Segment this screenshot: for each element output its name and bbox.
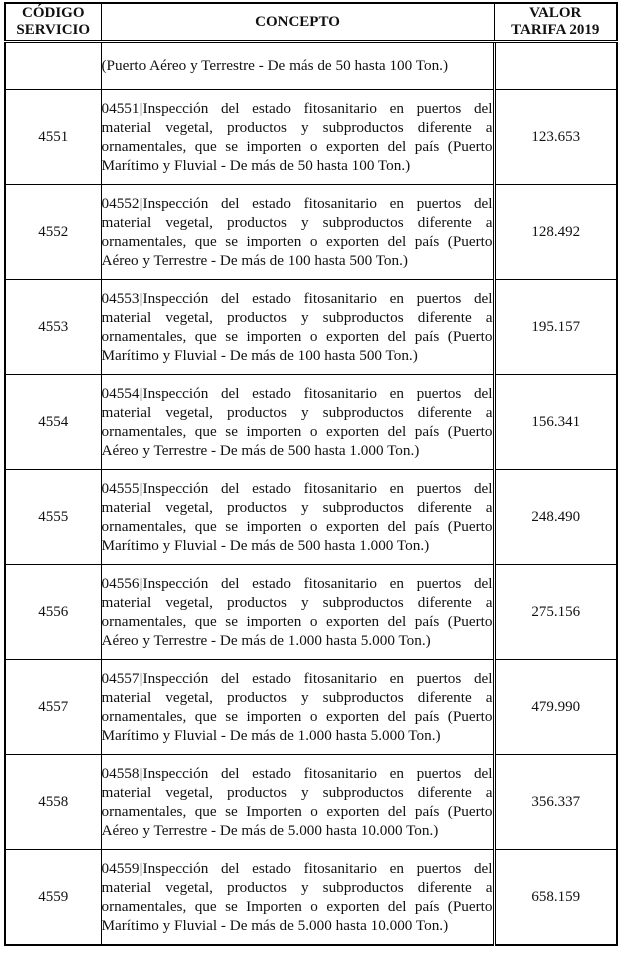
separator-bar: | xyxy=(139,99,143,117)
table-row xyxy=(5,565,617,660)
cell-code: 4559 xyxy=(5,850,101,946)
table-row xyxy=(5,850,617,946)
table-row xyxy=(5,375,617,470)
cell-value: 275.156 xyxy=(494,565,617,660)
separator-bar: | xyxy=(139,289,143,307)
header-codigo-servicio: CÓDIGO SERVICIO xyxy=(5,3,101,42)
cell-code: 4551 xyxy=(5,90,101,185)
concept-text: Inspección del estado fitosanitario en puertos del material vegetal, productos y subproductos diferente a ornamentales, que se importen o exporten del país (Puerto Aéreo y Terrestre - De más de 500 hasta 1.000 Ton.) xyxy=(101,384,493,460)
cell-concept xyxy=(101,850,494,946)
cell-concept xyxy=(101,660,494,755)
table-row-continuation xyxy=(5,42,617,90)
cell-code: 4554 xyxy=(5,375,101,470)
concept-prefix: 04553 xyxy=(101,289,140,307)
cell-value: 658.159 xyxy=(494,850,617,946)
table-row xyxy=(5,280,617,375)
separator-bar: | xyxy=(139,764,143,782)
concept-text: Inspección del estado fitosanitario en puertos del material vegetal, productos y subproductos diferente a ornamentales, que se Importen o exporten del país (Puerto Aéreo y Terrestre - De más de 5.000 hasta 10.000 Ton.) xyxy=(101,764,493,840)
cell-code: 4555 xyxy=(5,470,101,565)
cell-value xyxy=(494,42,617,90)
concept-text: Inspección del estado fitosanitario en puertos del material vegetal, productos y subproductos diferente a ornamentales, que se importen o exporten del país (Puerto Aéreo y Terrestre - De más de 1.000 hasta 5.000 Ton.) xyxy=(101,574,493,650)
header-valor-tarifa: VALOR TARIFA 2019 xyxy=(494,3,617,42)
table-row xyxy=(5,470,617,565)
table-row xyxy=(5,185,617,280)
table-header-row xyxy=(5,3,617,42)
cell-value: 123.653 xyxy=(494,90,617,185)
header-concepto: CONCEPTO xyxy=(101,3,494,42)
table-row xyxy=(5,660,617,755)
cell-value: 248.490 xyxy=(494,470,617,565)
separator-bar: | xyxy=(139,479,143,497)
concept-prefix: 04559 xyxy=(101,859,140,877)
concept-prefix: 04552 xyxy=(101,194,140,212)
concept-text: Inspección del estado fitosanitario en puertos del material vegetal, productos y subproductos diferente a ornamentales, que se importen o exporten del país (Puerto Marítimo y Fluvial - De más de 50 hasta 100 Ton.) xyxy=(101,99,493,175)
concept-prefix: 04556 xyxy=(101,574,140,592)
cell-code: 4552 xyxy=(5,185,101,280)
concept-text: Inspección del estado fitosanitario en puertos del material vegetal, productos y subproductos diferente a ornamentales, que se importen o exporten del país (Puerto Aéreo y Terrestre - De más de 100 hasta 500 Ton.) xyxy=(101,194,493,270)
cell-value: 128.492 xyxy=(494,185,617,280)
separator-bar: | xyxy=(139,194,143,212)
cell-concept xyxy=(101,755,494,850)
cell-concept xyxy=(101,375,494,470)
cell-concept: (Puerto Aéreo y Terrestre - De más de 50 hasta 100 Ton.) xyxy=(101,42,494,90)
cell-concept xyxy=(101,90,494,185)
separator-bar: | xyxy=(139,859,143,877)
cell-code: 4553 xyxy=(5,280,101,375)
concept-prefix: 04555 xyxy=(101,479,140,497)
concept-prefix: 04558 xyxy=(101,764,140,782)
separator-bar: | xyxy=(139,574,143,592)
concept-text: Inspección del estado fitosanitario en puertos del material vegetal, productos y subproductos diferente a ornamentales, que se importen o exporten del país (Puerto Marítimo y Fluvial - De más de 1.000 hasta 5.000 Ton.) xyxy=(101,669,493,745)
table-row xyxy=(5,90,617,185)
cell-concept xyxy=(101,280,494,375)
cell-code xyxy=(5,42,101,90)
cell-value: 479.990 xyxy=(494,660,617,755)
tariff-table xyxy=(4,2,618,946)
cell-concept xyxy=(101,565,494,660)
concept-text: Inspección del estado fitosanitario en puertos del material vegetal, productos y subproductos diferente a ornamentales, que se importen o exporten del país (Puerto Marítimo y Fluvial - De más de 100 hasta 500 Ton.) xyxy=(101,289,493,365)
cell-code: 4557 xyxy=(5,660,101,755)
concept-prefix: 04554 xyxy=(101,384,140,402)
cell-value: 156.341 xyxy=(494,375,617,470)
concept-prefix: 04557 xyxy=(101,669,140,687)
concept-text: Inspección del estado fitosanitario en puertos del material vegetal, productos y subproductos diferente a ornamentales, que se importen o exporten del país (Puerto Marítimo y Fluvial - De más de 500 hasta 1.000 Ton.) xyxy=(101,479,493,555)
separator-bar: | xyxy=(139,384,143,402)
cell-concept xyxy=(101,185,494,280)
concept-prefix: 04551 xyxy=(101,99,140,117)
cell-concept xyxy=(101,470,494,565)
cell-value: 195.157 xyxy=(494,280,617,375)
cell-code: 4558 xyxy=(5,755,101,850)
cell-value: 356.337 xyxy=(494,755,617,850)
separator-bar: | xyxy=(139,669,143,687)
cell-code: 4556 xyxy=(5,565,101,660)
table-row xyxy=(5,755,617,850)
concept-text: Inspección del estado fitosanitario en puertos del material vegetal, productos y subproductos diferente a ornamentales, que se Importen o exporten del país (Puerto Marítimo y Fluvial - De más de 5.000 hasta 10.000 Ton.) xyxy=(101,859,493,935)
